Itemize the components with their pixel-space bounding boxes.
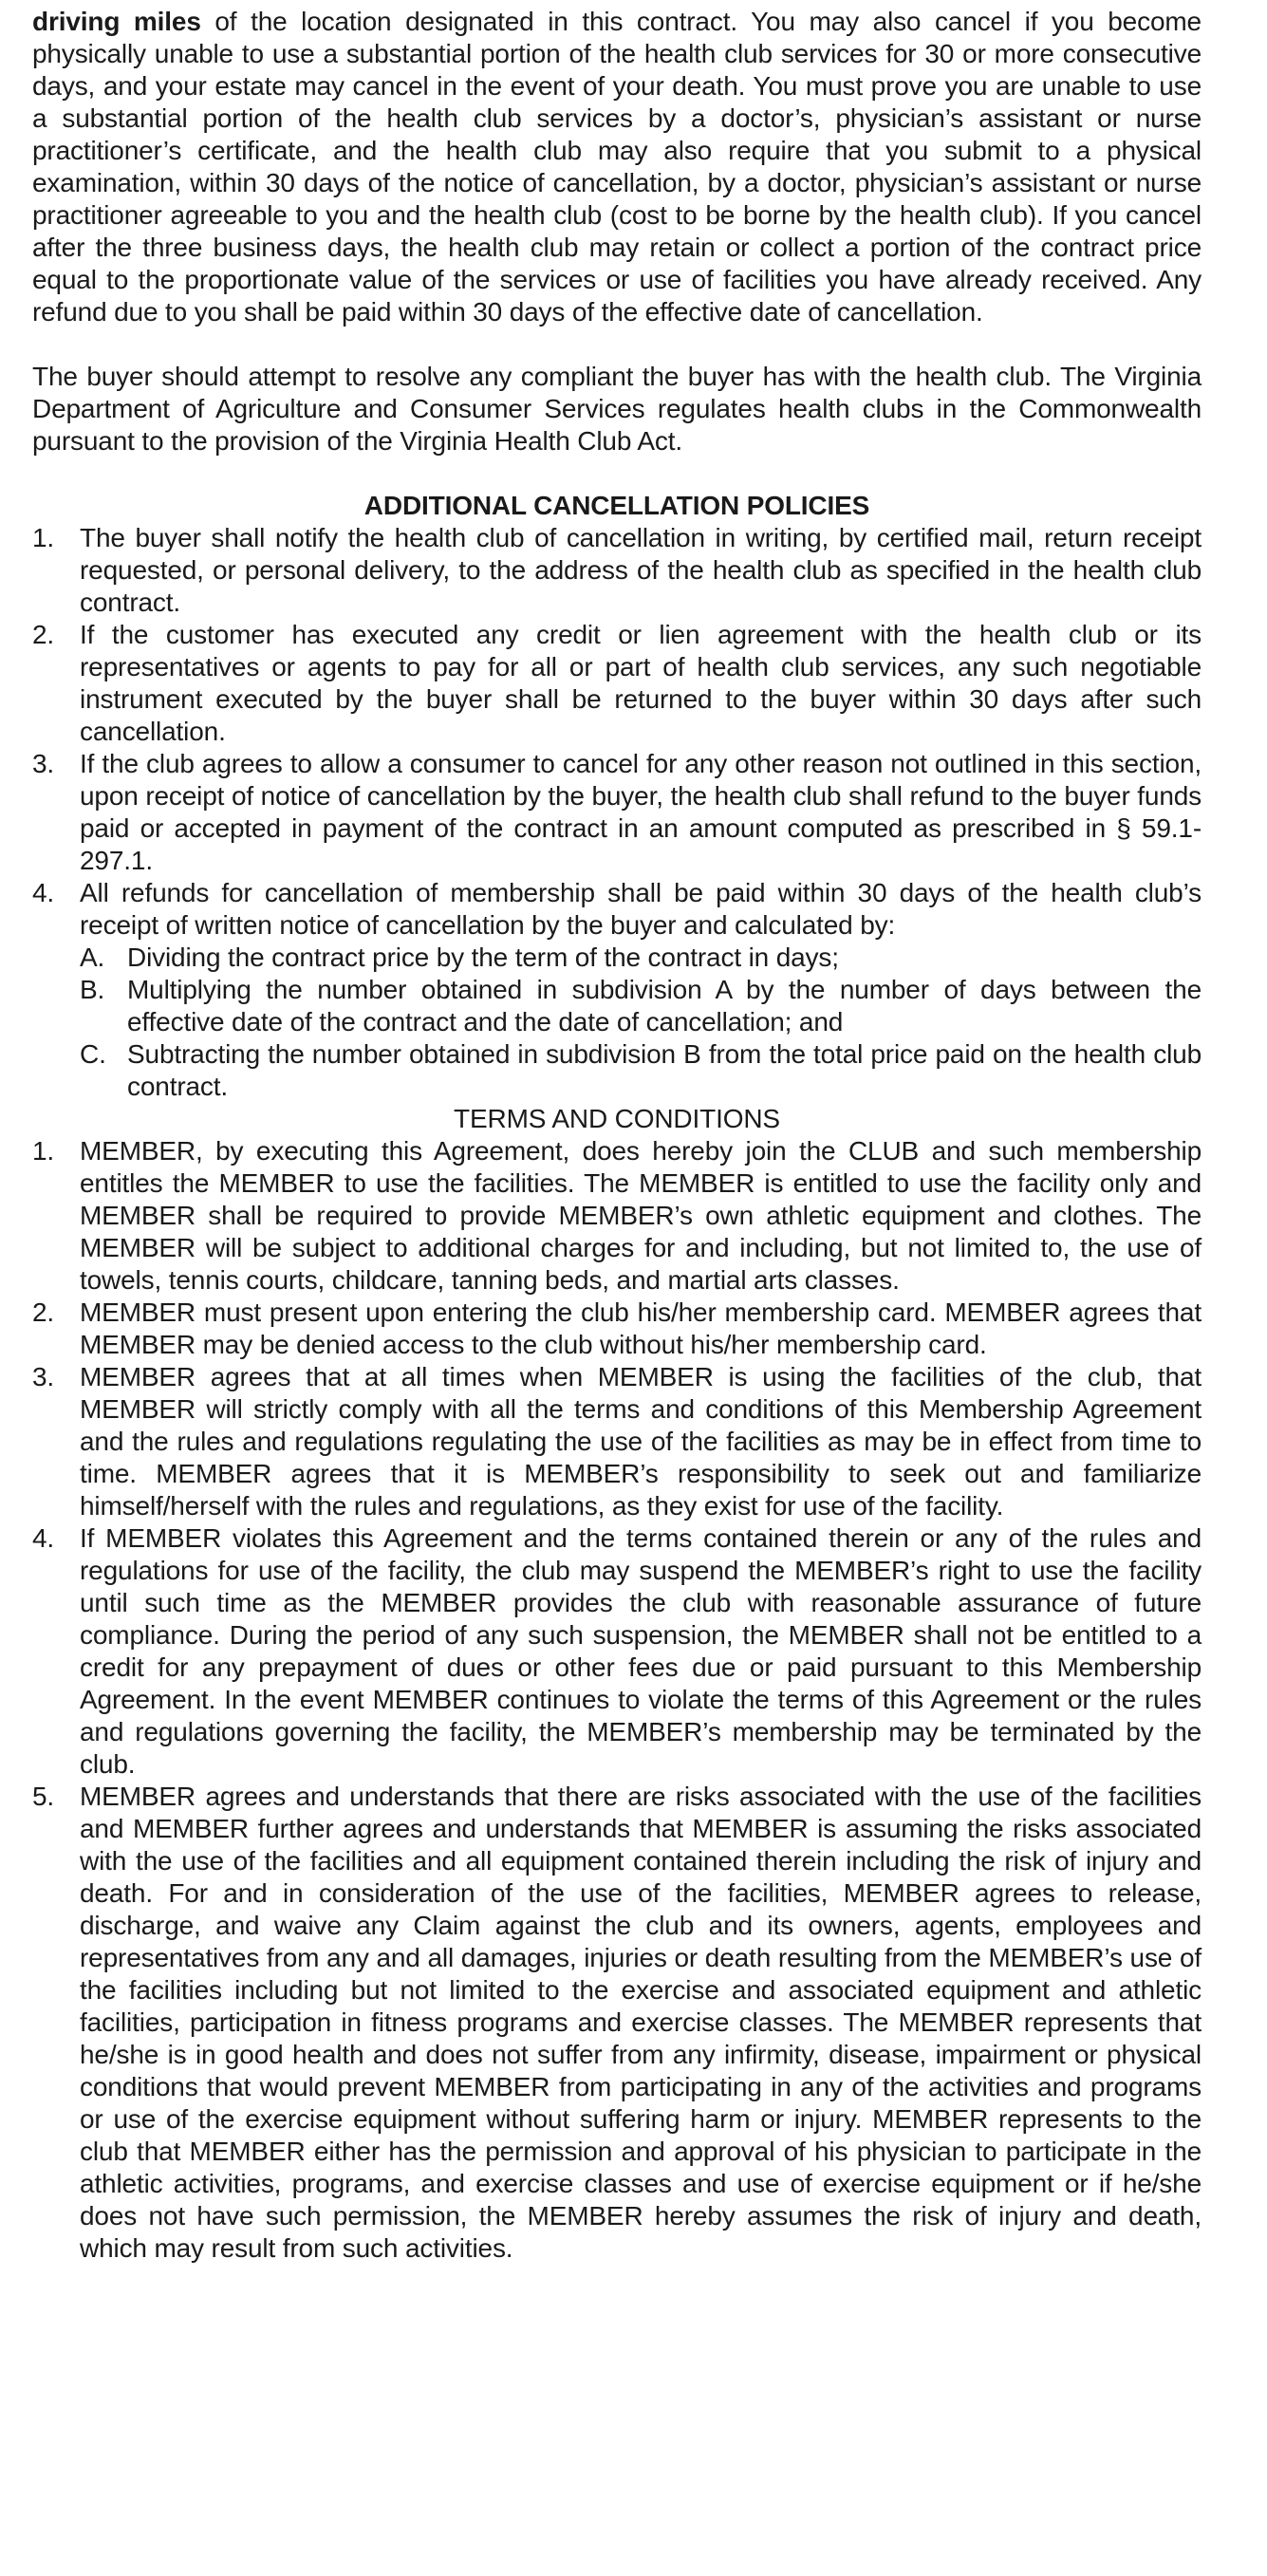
cancellation-item <box>32 877 1202 1103</box>
item-text: MEMBER agrees that at all times when MEMBER is using the facilities of the club, that MEMBER will strictly comply with all the terms and conditions of this Membership Agreement and the rules and regulations regulating the use of the facilities as may be in effect from time to time. MEMBER agrees that it is MEMBER’s responsibility to seek out and familiarize himself/herself with the rules and regulations, as they exist for use of the facility. <box>80 1362 1202 1521</box>
item-text: The buyer shall notify the health club of cancellation in writing, by certified mail, return receipt requested, or personal delivery, to the address of the health club as specified in the health club contract. <box>80 523 1202 617</box>
item-text: All refunds for cancellation of membership shall be paid within 30 days of the health club’s receipt of written notice of cancellation by the buyer and calculated by: <box>80 878 1202 940</box>
terms-item <box>32 1361 1202 1522</box>
terms-heading: TERMS AND CONDITIONS <box>454 1104 780 1133</box>
refund-calculation-list <box>80 942 1202 1103</box>
terms-item <box>32 1781 1202 2265</box>
item-text: MEMBER must present upon entering the club his/her membership card. MEMBER agrees that MEMBER may be denied access to the club without his/her membership card. <box>80 1297 1202 1359</box>
terms-list <box>32 1135 1202 2265</box>
sub-item-text: Subtracting the number obtained in subdivision B from the total price paid on the health club contract. <box>127 1039 1202 1101</box>
cancellation-list <box>32 522 1202 1103</box>
intro-paragraph <box>32 6 1202 328</box>
item-text: MEMBER, by executing this Agreement, does hereby join the CLUB and such membership entitles the MEMBER to use the facilities. The MEMBER is entitled to use the facility only and MEMBER shall be required to provide MEMBER’s own athletic equipment and clothes. The MEMBER will be subject to additional charges for and including, but not limited to, the use of towels, tennis courts, childcare, tanning beds, and martial arts classes. <box>80 1136 1202 1295</box>
item-number: 1. <box>32 1136 55 1166</box>
item-number: 1. <box>32 523 55 552</box>
terms-item <box>32 1135 1202 1297</box>
item-number: 4. <box>32 1523 55 1553</box>
item-number: 5. <box>32 1782 55 1811</box>
contract-document <box>32 6 1202 2265</box>
cancellation-item <box>32 619 1202 748</box>
item-number: 3. <box>32 1362 55 1391</box>
complaint-paragraph: The buyer should attempt to resolve any compliant the buyer has with the health club. The Virginia Department of Agriculture and Consumer Services regulates health clubs in the Commonwealth pursuant to the provision of the Virginia Health Club Act. <box>32 362 1202 456</box>
sub-item <box>80 974 1202 1038</box>
sub-item-letter: A. <box>80 943 105 972</box>
paragraph-gap <box>32 328 1202 361</box>
sub-item <box>80 1038 1202 1103</box>
cancellation-heading: ADDITIONAL CANCELLATION POLICIES <box>363 491 870 520</box>
item-text: If MEMBER violates this Agreement and the terms contained therein or any of the rules and regulations for use of the facility, the club may suspend the MEMBER’s right to use the facility until such time as the MEMBER provides the club with reasonable assurance of future compliance. During the period of any such suspension, the MEMBER shall not be entitled to a credit for any prepayment of dues or other fees due or paid pursuant to this Membership Agreement. In the event MEMBER continues to violate the terms of this Agreement or the rules and regulations governing the facility, the MEMBER’s membership may be terminated by the club. <box>80 1523 1202 1779</box>
item-text: MEMBER agrees and understands that there are risks associated with the use of the facilities and MEMBER further agrees and understands that MEMBER is assuming the risks associated with the use of the facilities and all equipment contained therein including the risk of injury and death. For and in consideration of the use of the facilities, MEMBER agrees to release, discharge, and waive any Claim against the club and its owners, agents, employees and representatives from any and all damages, injuries or death resulting from the MEMBER’s use of the facilities including but not limited to the exercise and associated equipment and athletic facilities, participation in fitness programs and exercise classes. The MEMBER represents that he/she is in good health and does not suffer from any infirmity, disease, impairment or physical conditions that would prevent MEMBER from participating in any of the activities and programs or use of the exercise equipment without suffering harm or injury. MEMBER represents to the club that MEMBER either has the permission and approval of his physician to participate in the athletic activities, programs, and exercise classes and use of exercise equipment or if he/she does not have such permission, the MEMBER hereby assumes the risk of injury and death, which may result from such activities. <box>80 1782 1202 2263</box>
intro-bold-lead: driving miles <box>32 7 201 36</box>
sub-item-text: Dividing the contract price by the term of the contract in days; <box>127 943 839 972</box>
sub-item-letter: B. <box>80 975 105 1004</box>
item-number: 2. <box>32 620 55 649</box>
cancellation-item <box>32 748 1202 877</box>
item-number: 4. <box>32 878 55 907</box>
cancellation-item <box>32 522 1202 619</box>
item-number: 2. <box>32 1297 55 1327</box>
terms-item <box>32 1522 1202 1781</box>
item-number: 3. <box>32 749 55 778</box>
item-text: If the club agrees to allow a consumer to cancel for any other reason not outlined in this section, upon receipt of notice of cancellation by the buyer, the health club shall refund to the buyer funds paid or accepted in payment of the contract in an amount computed as prescribed in § 59.1-297.1. <box>80 749 1202 875</box>
sub-item-text: Multiplying the number obtained in subdivision A by the number of days between the effective date of the contract and the date of cancellation; and <box>127 975 1202 1036</box>
sub-item <box>80 942 1202 974</box>
intro-text: of the location designated in this contract. You may also cancel if you become physically unable to use a substantial portion of the health club services for 30 or more consecutive days, and your estate may cancel in the event of your death. You must prove you are unable to use a substantial portion of the health club services by a doctor’s, physician’s assistant or nurse practitioner’s certificate, and the health club may also require that you submit to a physical examination, within 30 days of the notice of cancellation, by a doctor, physician’s assistant or nurse practitioner agreeable to you and the health club (cost to be borne by the health club). If you cancel after the three business days, the health club may retain or collect a portion of the contract price equal to the proportionate value of the services or use of facilities you have already received. Any refund due to you shall be paid within 30 days of the effective date of cancellation. <box>32 7 1202 327</box>
sub-item-letter: C. <box>80 1039 106 1069</box>
item-text: If the customer has executed any credit or lien agreement with the health club or its representatives or agents to pay for all or part of health club services, any such negotiable instrument executed by the buyer shall be returned to the buyer within 30 days after such cancellation. <box>80 620 1202 746</box>
terms-item <box>32 1297 1202 1361</box>
